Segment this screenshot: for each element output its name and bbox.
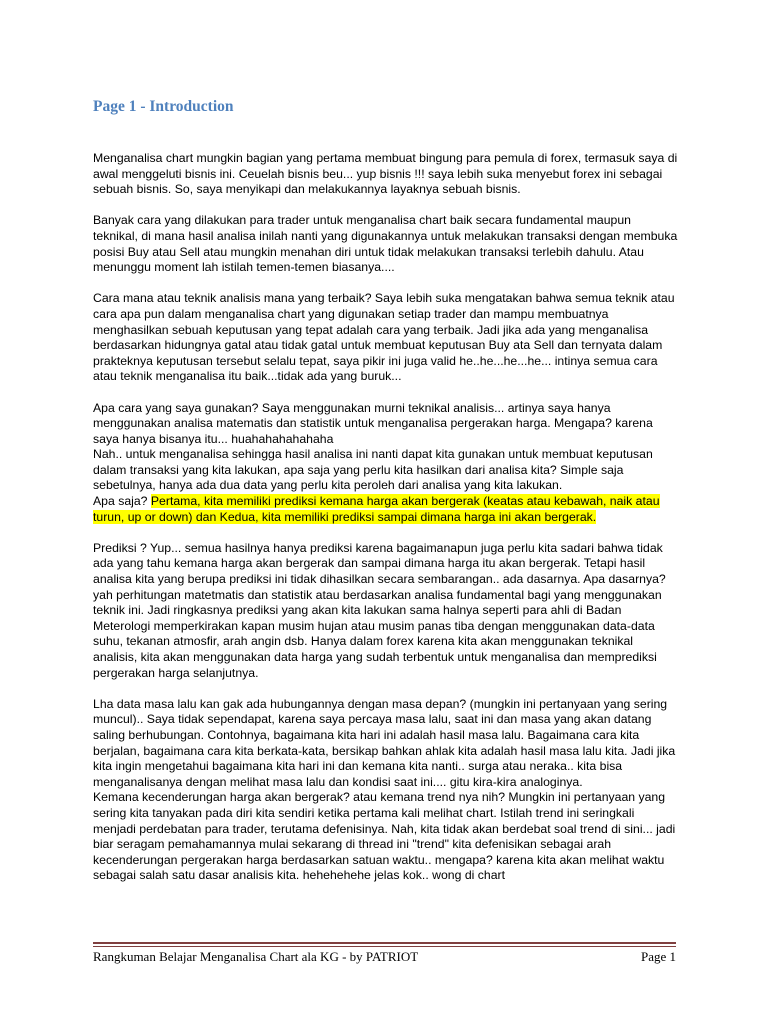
paragraph-4c <box>93 494 679 525</box>
paragraph-1: Menganalisa chart mungkin bagian yang pertama membuat bingung para pemula di forex, termasuk saya di awal menggeluti bisnis ini. Ceuelah bisnis beu... yup bisnis !!! saya lebih suka menyebut forex ini sebagai sebuah bisnis. So, saya menyikapi dan melakukannya layaknya sebuah bisnis. <box>93 151 678 197</box>
paragraph-7: Kemana kecenderungan harga akan bergerak? atau kemana trend nya nih? Mungkin ini pertanyaan yang sering kita tanyakan pada diri kita sendiri ketika pertama kali melihat chart. Istilah trend ini seringkali menjadi perdebatan para trader, terutama defenisinya. Nah, kita tidak akan berdebat soal trend di sini... jadi biar seragam pemahamannya mulai sekarang di thread ini "trend" kita defenisikan sebagai arah kecenderungan pergerakan harga berdasarkan satuan waktu.. mengapa? karena kita akan melihat waktu sebagai salah satu dasar analisis kita. hehehehehe jelas kok.. wong di chart <box>93 790 676 883</box>
paragraph-4b: Nah.. untuk menganalisa sehingga hasil analisa ini nanti dapat kita gunakan untuk membuat keputusan dalam transaksi yang kita lakukan, apa saja yang perlu kita hasilkan dari analisa kita? Simple saja sebetulnya, hanya ada dua data yang perlu kita peroleh dari analisa yang kita lakukan. <box>93 447 653 493</box>
footer-rule-thick <box>93 942 676 944</box>
paragraph-3: Cara mana atau teknik analisis mana yang terbaik? Saya lebih suka mengatakan bahwa semua teknik atau cara apa pun dalam menganalisa chart yang digunakan setiap trader dan mampu membuatnya menghasilkan sebuah keputusan yang tepat adalah cara yang terbaik. Jadi jika ada yang menganalisa berdasarkan hidungnya gatal atau tidak gatal untuk membuat keputusan Buy ata Sell dan ternyata dalam prakteknya keputusan tersebut selalu tepat, saya pikir ini juga valid he..he...he...he... intinya semua cara atau teknik menganalisa itu baik...tidak ada yang buruk... <box>93 291 675 384</box>
paragraph-6: Lha data masa lalu kan gak ada hubungannya dengan masa depan? (mungkin ini pertanyaan yang sering muncul).. Saya tidak sependapat, karena saya percaya masa lalu, saat ini dan masa yang akan datang saling berhubungan. Contohnya, bagaimana kita hari ini adalah hasil masa lalu. Bagaimana cara kita berjalan, bagaimana cara kita berkata-kata, bersikap bahkan ahlak kita adalah hasil masa lalu kita. Jadi jika kita ingin mengetahui bagaimana kita hari ini dan kemana kita nanti.. surga atau neraka.. kita bisa menganalisanya dengan melihat masa lalu dan kondisi saat ini.... gitu kira-kira analoginya. <box>93 696 676 789</box>
footer-title: Rangkuman Belajar Menganalisa Chart ala KG - by PATRIOT <box>93 949 419 964</box>
footer-page-number: Page 1 <box>640 949 676 964</box>
paragraph-4c-plain: Apa saja? <box>93 494 151 509</box>
document-body <box>93 151 679 884</box>
page-heading: Page 1 - Introduction <box>93 98 234 115</box>
paragraph-2: Banyak cara yang dilakukan para trader untuk menganalisa chart baik secara fundamental maupun teknikal, di mana hasil analisa inilah nanti yang digunakannya untuk melakukan transaksi dengan membuka posisi Buy atau Sell atau mungkin menahan diri untuk tidak melakukan transaksi terlebih dahulu. Atau menunggu moment lah istilah temen-temen biasanya.... <box>93 213 678 275</box>
highlighted-text: Pertama, kita memiliki prediksi kemana harga akan bergerak (keatas atau kebawah, naik atau turun, up or down) dan Kedua, kita memiliki prediksi sampai dimana harga ini akan bergerak. <box>93 494 660 524</box>
paragraph-4a: Apa cara yang saya gunakan? Saya menggunakan murni teknikal analisis... artinya saya hanya menggunakan analisa matematis dan statistik untuk menganalisa pergerakan harga. Mengapa? karena saya hanya bisanya itu... huahahahahahaha <box>93 400 653 446</box>
paragraph-5: Prediksi ? Yup... semua hasilnya hanya prediksi karena bagaimanapun juga perlu kita sadari bahwa tidak ada yang tahu kemana harga akan bergerak dan sampai dimana harga itu akan bergerak. Tetapi hasil analisa kita yang berupa prediksi ini tidak dihasilkan secara sembarangan.. ada dasarnya. Apa dasarnya? yah perhitungan matetmatis dan statistik atau berdasarkan analisa fundamental bagi yang menggunakan teknik ini. Jadi ringkasnya prediksi yang akan kita lakukan sama halnya seperti para ahli di Badan Meterologi memperkirakan kapan musim hujan atau musim panas tiba dengan menggunakan data-data suhu, tekanan atmosfir, arah angin dsb. Hanya dalam forex karena kita akan menggunakan teknikal analisis, kita akan menggunakan data harga yang sudah terbentuk untuk menganalisa dan memprediksi pergerakan harga selanjutnya. <box>93 540 666 680</box>
footer-rule-thin <box>93 946 676 947</box>
